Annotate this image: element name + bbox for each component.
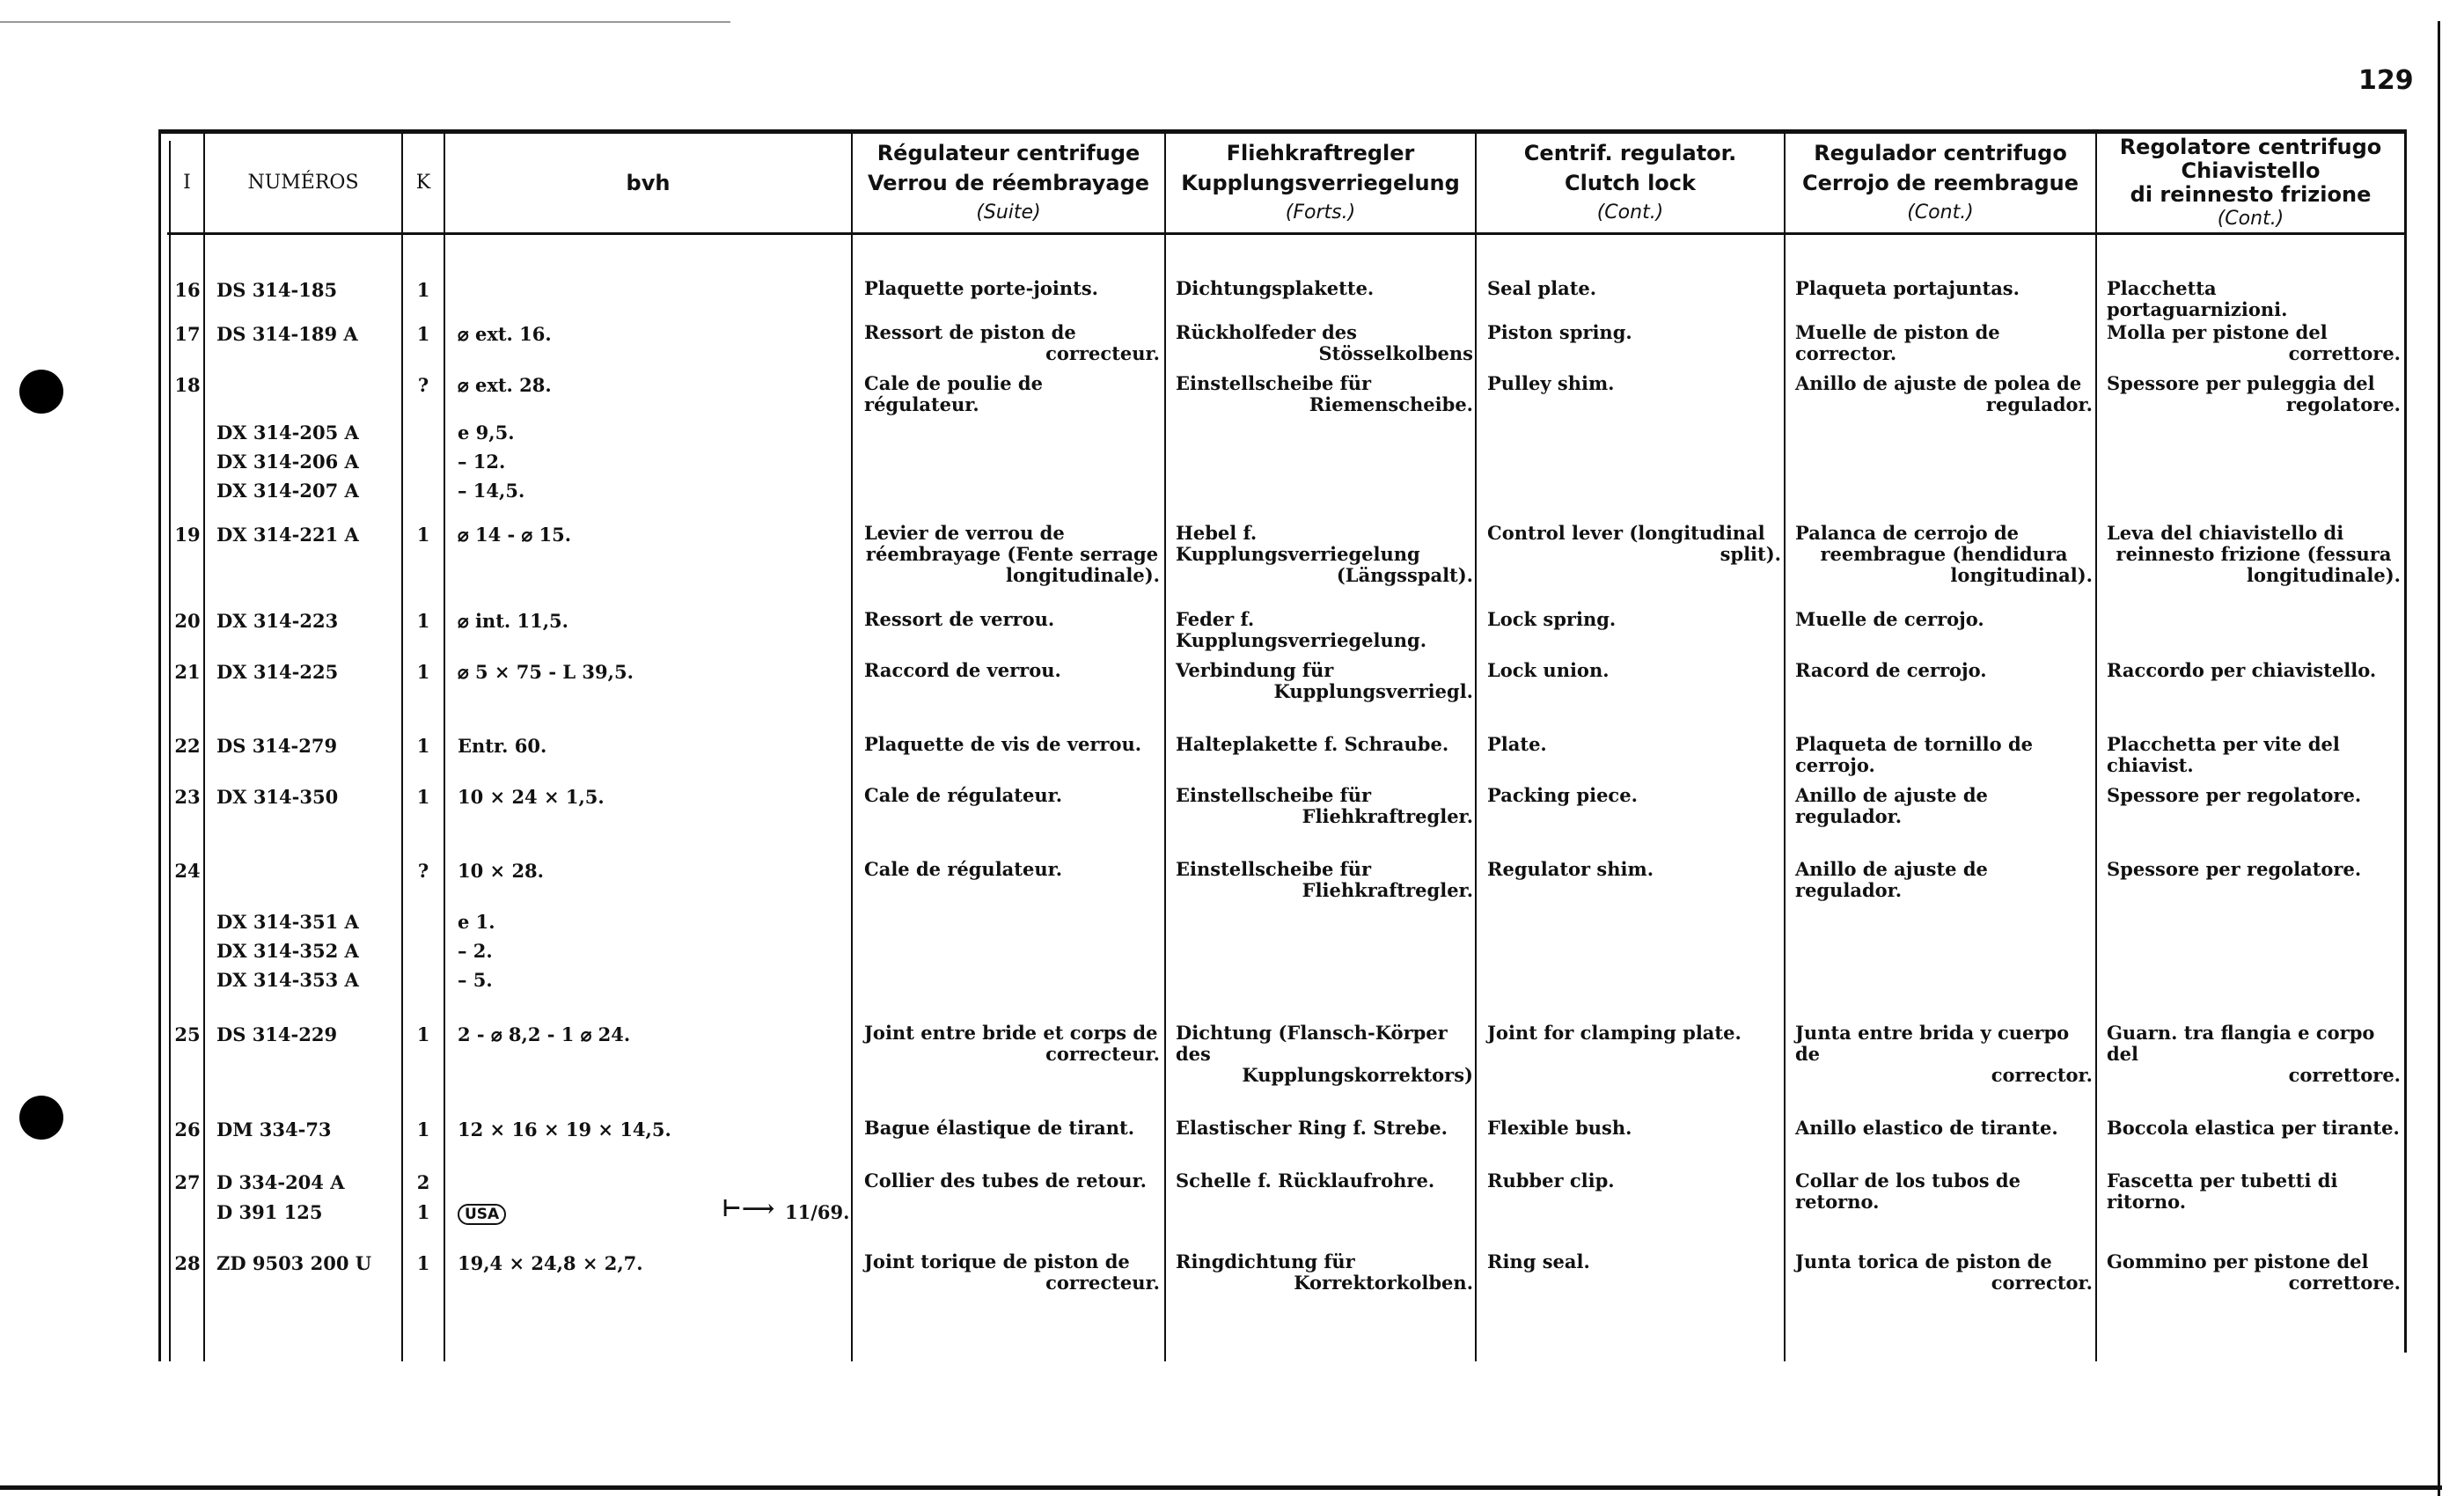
description-fr (864, 660, 1160, 681)
description-de (1176, 1251, 1473, 1294)
quantity: 1 (416, 735, 430, 757)
quantity: 2 (416, 1171, 430, 1193)
description-line: Spessore per regolatore. (2107, 784, 2362, 806)
description-es (1795, 785, 2093, 827)
quantity: ? (417, 860, 429, 882)
description-it (2107, 859, 2401, 880)
description-line: reinnesto frizione (fessura (2116, 543, 2392, 565)
dimensions: ⌀ ext. 16. (458, 323, 552, 345)
description-line: Guarn. tra flangia e corpo del (2107, 1022, 2375, 1065)
dimensions: – 5. (458, 969, 493, 991)
description-it (2107, 322, 2401, 364)
description-line: Anillo elastico de tirante. (1795, 1117, 2058, 1139)
description-en (1487, 785, 1781, 806)
description-de (1176, 785, 1473, 827)
quantity: 1 (416, 1201, 430, 1223)
description-en (1487, 1251, 1781, 1272)
row-index: 17 (174, 323, 201, 345)
description-fr (864, 373, 1160, 415)
description-line: correttore. (2288, 1272, 2401, 1294)
dimensions: 2 - ⌀ 8,2 - 1 ⌀ 24. (458, 1023, 631, 1045)
description-line: Boccola elastica per tirante. (2107, 1117, 2400, 1139)
dimensions: ⌀ 5 × 75 - L 39,5. (458, 661, 634, 683)
row-index: 23 (174, 786, 201, 808)
description-en (1487, 1170, 1781, 1192)
description-es (1795, 660, 2093, 681)
description-line: corrector. (1991, 1064, 2093, 1086)
description-line: Cale de poulie de régulateur. (864, 372, 1043, 415)
description-line: correcteur. (1045, 1272, 1160, 1294)
description-line: Placchetta portaguarnizioni. (2107, 277, 2288, 320)
quantity: 1 (416, 1252, 430, 1274)
row-index: 26 (174, 1118, 201, 1140)
part-number: DS 314-185 (216, 279, 338, 301)
description-es (1795, 734, 2093, 776)
description-es (1795, 1251, 2093, 1294)
description-es (1795, 1170, 2093, 1213)
description-line: Joint torique de piston de (864, 1250, 1130, 1272)
quantity: 1 (416, 1118, 430, 1140)
description-it (2107, 278, 2401, 320)
description-line: (Längsspalt). (1336, 564, 1473, 586)
description-en (1487, 859, 1781, 880)
description-line: Leva del chiavistello di (2107, 522, 2344, 544)
description-line: longitudinale). (1005, 564, 1160, 586)
description-en (1487, 1118, 1781, 1139)
description-it (2107, 1170, 2401, 1213)
header-english-line1: Centrif. regulator. (1523, 141, 1737, 165)
part-number: DX 314-353 A (216, 969, 359, 991)
row-index: 21 (174, 661, 201, 683)
quantity: ? (417, 374, 429, 396)
description-line: Fliehkraftregler. (1302, 805, 1473, 827)
description-de (1176, 322, 1473, 364)
description-line: Schelle f. Rücklaufrohre. (1176, 1170, 1435, 1192)
description-line: Junta entre brida y cuerpo de (1795, 1022, 2070, 1065)
description-de (1176, 734, 1473, 755)
description-line: Einstellscheibe für (1176, 372, 1372, 394)
header-spanish-line2: Cerrojo de reembrague (1801, 171, 2079, 195)
description-fr (864, 1023, 1160, 1065)
part-number: DX 314-350 (216, 786, 339, 808)
dimensions: 12 × 16 × 19 × 14,5. (458, 1118, 671, 1140)
description-en (1487, 734, 1781, 755)
description-line: Palanca de cerrojo de (1795, 522, 2019, 544)
description-line: Levier de verrou de (864, 522, 1065, 544)
description-de (1176, 859, 1473, 901)
description-fr (864, 1118, 1160, 1139)
description-it (2107, 734, 2401, 776)
description-fr (864, 322, 1160, 364)
header-french-line1: Régulateur centrifuge (876, 141, 1140, 165)
description-line: Halteplakette f. Schraube. (1176, 733, 1449, 755)
description-en (1487, 660, 1781, 681)
part-number: DX 314-223 (216, 610, 339, 632)
header-english-line2: Clutch lock (1565, 171, 1696, 195)
quantity: 1 (416, 524, 430, 546)
description-de (1176, 373, 1473, 415)
description-line: correcteur. (1045, 1043, 1160, 1065)
description-line: Bague élastique de tirant. (864, 1117, 1135, 1139)
description-line: longitudinal). (1950, 564, 2093, 586)
part-number: DS 314-279 (216, 735, 338, 757)
description-line: Molla per pistone del (2107, 321, 2328, 343)
description-line: Piston spring. (1487, 321, 1632, 343)
header-english-line3: (Cont.) (1596, 202, 1664, 224)
description-it (2107, 1118, 2401, 1139)
row-index: 16 (174, 279, 201, 301)
from-date: 11/69. (785, 1201, 850, 1223)
description-line: Feder f. Kupplungsverriegelung. (1176, 608, 1427, 651)
part-number: DX 314-207 A (216, 480, 359, 502)
description-fr (864, 734, 1160, 755)
description-es (1795, 523, 2093, 586)
part-number: DX 314-221 A (216, 524, 359, 546)
dimensions: e 1. (458, 911, 495, 933)
description-line: Rubber clip. (1487, 1170, 1615, 1192)
description-de (1176, 660, 1473, 702)
from-arrow-icon: ⊢⟶ (722, 1196, 775, 1222)
description-fr (864, 859, 1160, 880)
description-en (1487, 278, 1781, 299)
usa-badge: USA (458, 1204, 506, 1225)
description-line: Seal plate. (1487, 277, 1597, 299)
header-french-line3: (Suite) (976, 202, 1041, 224)
quantity: 1 (416, 1023, 430, 1045)
description-line: correttore. (2288, 1064, 2401, 1086)
description-line: Anillo de ajuste de polea de (1795, 372, 2082, 394)
description-es (1795, 278, 2093, 299)
description-it (2107, 660, 2401, 681)
description-line: split). (1720, 543, 1781, 565)
dimensions: ⌀ int. 11,5. (458, 610, 568, 632)
description-line: Anillo de ajuste de regulador. (1795, 858, 1988, 901)
description-line: Fascetta per tubetti di ritorno. (2107, 1170, 2338, 1213)
description-it (2107, 1251, 2401, 1294)
description-fr (864, 609, 1160, 630)
header-italian-line1: Regolatore centrifugo (2119, 135, 2382, 159)
dimensions: Entr. 60. (458, 735, 547, 757)
part-number: D 391 125 (216, 1201, 323, 1223)
part-number: ZD 9503 200 U (216, 1252, 372, 1274)
quantity: 1 (416, 661, 430, 683)
part-number: DX 314-225 (216, 661, 339, 683)
description-it (2107, 785, 2401, 806)
description-line: corrector. (1991, 1272, 2093, 1294)
header-italian-line3: di reinnesto frizione (2130, 182, 2372, 207)
description-line: Regulator shim. (1487, 858, 1654, 880)
description-line: Muelle de piston de corrector. (1795, 321, 2000, 364)
description-line: Collier des tubes de retour. (864, 1170, 1147, 1192)
description-de (1176, 1118, 1473, 1139)
description-es (1795, 609, 2093, 630)
dimensions: ⌀ ext. 28. (458, 374, 552, 396)
description-fr (864, 1170, 1160, 1192)
description-line: Plaquette porte-joints. (864, 277, 1098, 299)
description-de (1176, 523, 1473, 586)
description-line: Junta torica de piston de (1795, 1250, 2052, 1272)
header-bvh-text: bvh (626, 171, 671, 195)
description-line: Collar de los tubos de retorno. (1795, 1170, 2020, 1213)
row-index: 20 (174, 610, 201, 632)
dimensions: ⌀ 14 - ⌀ 15. (458, 524, 572, 546)
description-line: Einstellscheibe für (1176, 858, 1372, 880)
description-line: Gommino per pistone del (2107, 1250, 2369, 1272)
description-de (1176, 278, 1473, 299)
header-index-text: I (183, 172, 191, 194)
description-line: Ressort de piston de (864, 321, 1076, 343)
description-it (2107, 1023, 2401, 1086)
description-line: Rückholfeder des (1176, 321, 1357, 343)
header-german-line3: (Forts.) (1285, 202, 1356, 224)
header-german-line2: Kupplungsverriegelung (1181, 171, 1460, 195)
row-index: 22 (174, 735, 201, 757)
description-line: Anillo de ajuste de regulador. (1795, 784, 1988, 827)
dimensions: e 9,5. (458, 422, 515, 444)
description-line: Raccord de verrou. (864, 659, 1061, 681)
header-spanish-line1: Regulador centrifugo (1814, 141, 2067, 165)
description-it (2107, 523, 2401, 586)
description-line: Control lever (longitudinal (1487, 522, 1765, 544)
description-line: Cale de régulateur. (864, 858, 1063, 880)
description-fr (864, 1251, 1160, 1294)
description-line: Ring seal. (1487, 1250, 1590, 1272)
row-index: 25 (174, 1023, 201, 1045)
market-usa-row (458, 1196, 850, 1225)
dimensions: 10 × 28. (458, 860, 544, 882)
row-index: 18 (174, 374, 201, 396)
description-line: Pulley shim. (1487, 372, 1615, 394)
part-number: DX 314-351 A (216, 911, 359, 933)
description-es (1795, 1118, 2093, 1139)
description-line: correcteur. (1045, 342, 1160, 364)
header-german-line1: Fliehkraftregler (1226, 141, 1415, 165)
description-line: Cale de régulateur. (864, 784, 1063, 806)
quantity: 1 (416, 279, 430, 301)
part-number: D 334-204 A (216, 1171, 345, 1193)
description-line: Plate. (1487, 733, 1547, 755)
part-number: DX 314-205 A (216, 422, 359, 444)
description-line: correttore. (2288, 342, 2401, 364)
description-es (1795, 322, 2093, 364)
description-line: Muelle de cerrojo. (1795, 608, 1984, 630)
description-line: Lock spring. (1487, 608, 1617, 630)
description-line: Hebel f. Kupplungsverriegelung (1176, 522, 1420, 565)
description-line: Lock union. (1487, 659, 1610, 681)
description-line: reembrague (hendidura (1820, 543, 2068, 565)
description-line: Einstellscheibe für (1176, 784, 1372, 806)
description-line: Raccordo per chiavistello. (2107, 659, 2377, 681)
row-index: 19 (174, 524, 201, 546)
description-line: Ringdichtung für (1176, 1250, 1355, 1272)
dimensions: – 2. (458, 940, 493, 962)
description-line: Plaquette de vis de verrou. (864, 733, 1142, 755)
description-line: regolatore. (2285, 393, 2401, 415)
dimensions: 10 × 24 × 1,5. (458, 786, 605, 808)
description-de (1176, 1170, 1473, 1192)
description-es (1795, 859, 2093, 901)
description-it (2107, 373, 2401, 415)
description-line: Plaqueta de tornillo de cerrojo. (1795, 733, 2033, 776)
description-line: réembrayage (Fente serrage (865, 543, 1159, 565)
description-line: regulador. (1985, 393, 2093, 415)
description-line: Flexible bush. (1487, 1117, 1632, 1139)
description-line: Korrektorkolben. (1294, 1272, 1473, 1294)
quantity: 1 (416, 610, 430, 632)
description-line: Packing piece. (1487, 784, 1638, 806)
dimensions: – 12. (458, 451, 506, 473)
description-line: longitudinale). (2246, 564, 2401, 586)
part-number: DM 334-73 (216, 1118, 332, 1140)
row-index: 28 (174, 1252, 201, 1274)
row-index: 24 (174, 860, 201, 882)
description-line: Spessore per puleggia del (2107, 372, 2375, 394)
description-line: Fliehkraftregler. (1302, 879, 1473, 901)
description-line: Placchetta per vite del chiavist. (2107, 733, 2340, 776)
description-de (1176, 1023, 1473, 1086)
description-es (1795, 1023, 2093, 1086)
description-line: Joint for clamping plate. (1487, 1022, 1742, 1044)
header-numeros-text: NUMÉROS (247, 172, 359, 194)
header-french-line2: Verrou de réembrayage (867, 171, 1150, 195)
dimensions: – 14,5. (458, 480, 525, 502)
header-italian-line2: Chiavistello (2181, 158, 2321, 183)
dimensions: 19,4 × 24,8 × 2,7. (458, 1252, 643, 1274)
description-en (1487, 1023, 1781, 1044)
description-de (1176, 609, 1473, 651)
description-line: Joint entre bride et corps de (864, 1022, 1158, 1044)
description-line: Plaqueta portajuntas. (1795, 277, 2020, 299)
description-line: Stösselkolbens (1318, 342, 1473, 364)
description-line: Riemenscheibe. (1309, 393, 1473, 415)
quantity: 1 (416, 786, 430, 808)
description-line: Verbindung für (1176, 659, 1334, 681)
description-line: Elastischer Ring f. Strebe. (1176, 1117, 1448, 1139)
description-fr (864, 785, 1160, 806)
part-number: DX 314-206 A (216, 451, 359, 473)
quantity: 1 (416, 323, 430, 345)
page-number: 129 (2358, 65, 2414, 96)
description-fr (864, 523, 1160, 586)
header-spanish-line3: (Cont.) (1907, 202, 1974, 224)
description-en (1487, 322, 1781, 343)
description-line: Racord de cerrojo. (1795, 659, 1987, 681)
description-en (1487, 609, 1781, 630)
description-en (1487, 373, 1781, 394)
description-line: Ressort de verrou. (864, 608, 1055, 630)
header-k-text: K (415, 172, 431, 194)
description-es (1795, 373, 2093, 415)
description-en (1487, 523, 1781, 565)
header-italian-line4: (Cont.) (2217, 208, 2284, 230)
part-number: DS 314-229 (216, 1023, 338, 1045)
part-number: DX 314-352 A (216, 940, 359, 962)
description-line: Spessore per regolatore. (2107, 858, 2362, 880)
description-line: Kupplungskorrektors) (1242, 1064, 1473, 1086)
description-line: Kupplungsverriegl. (1273, 680, 1473, 702)
description-line: Dichtung (Flansch-Körper des (1176, 1022, 1448, 1065)
description-line: Dichtungsplakette. (1176, 277, 1375, 299)
description-fr (864, 278, 1160, 299)
row-index: 27 (174, 1171, 201, 1193)
part-number: DS 314-189 A (216, 323, 358, 345)
